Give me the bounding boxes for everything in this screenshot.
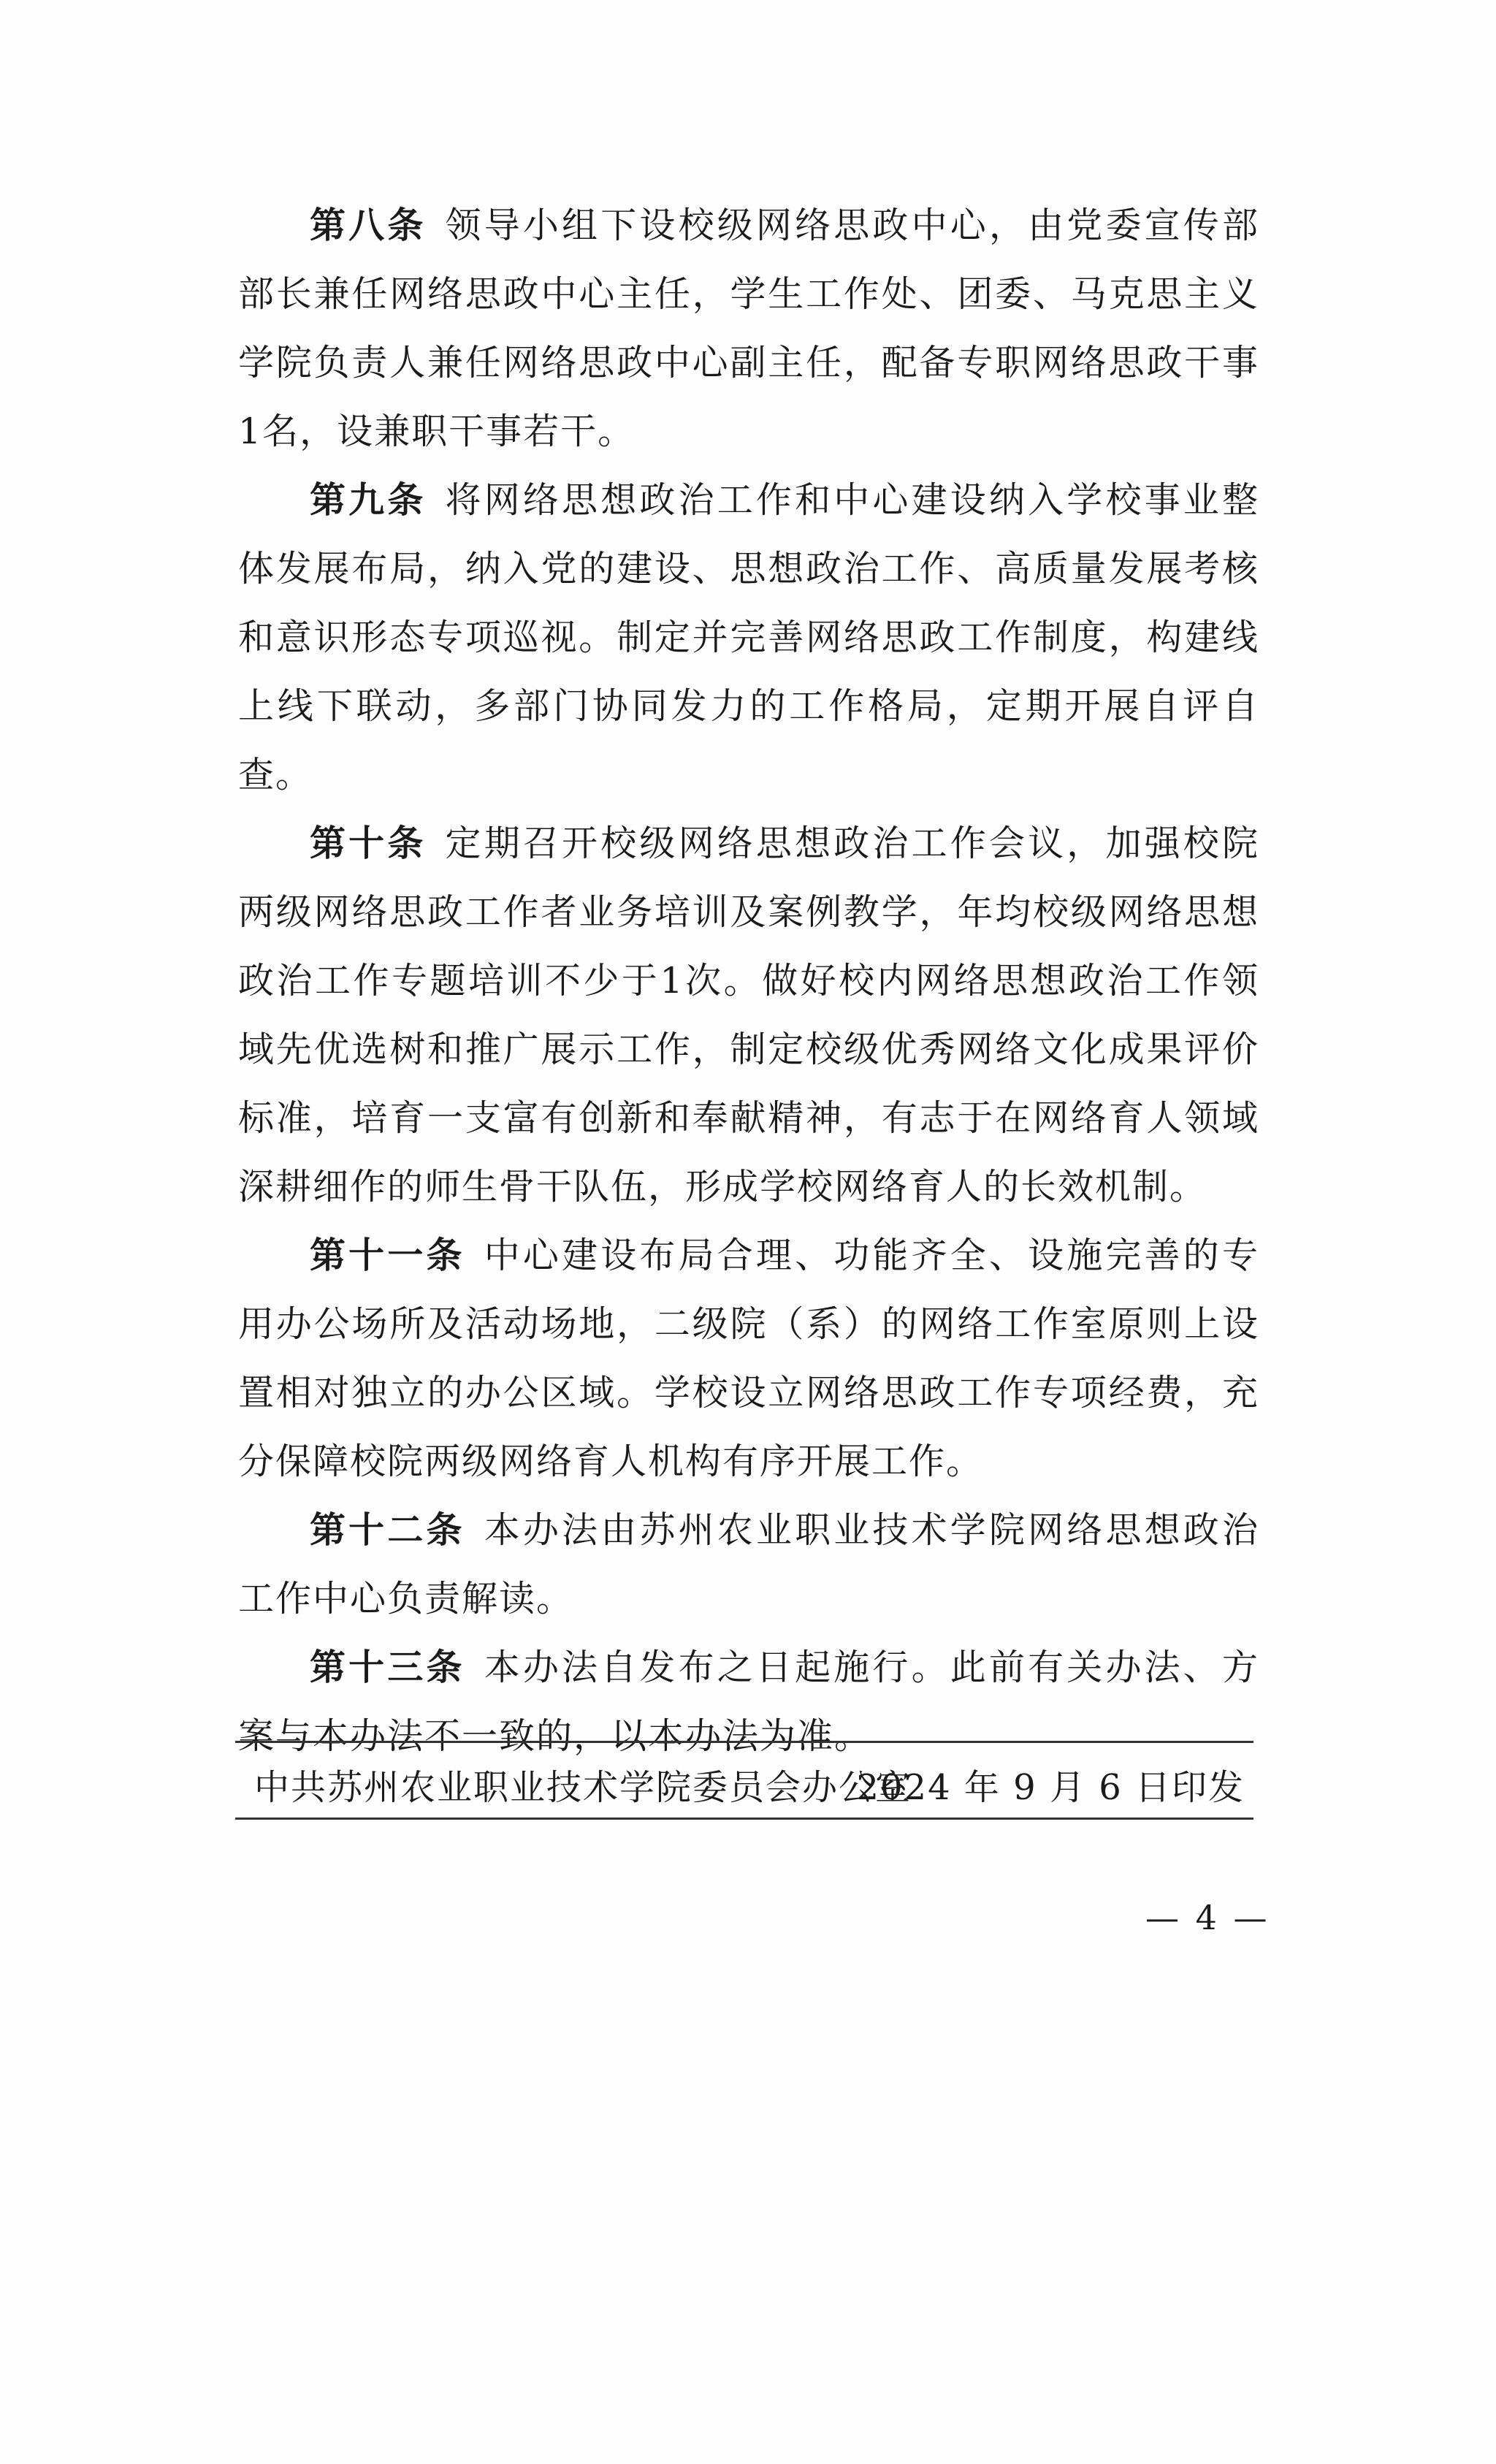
article-text: 定期召开校级网络思想政治工作会议，加强校院两级网络思政工作者业务培训及案例教学，年均校级网络思想政治工作专题培训不少于1次。做好校内网络思想政治工作领域先优选树和推广展示工作，制定校级优秀网络文化成果评价标准，培育一支富有创新和奉献精神，有志于在网络育人领域深耕细作的师生骨干队伍，形成学校网络育人的长效机制。 bbox=[238, 823, 1259, 1208]
article-text: 本办法自发布之日起施行。此前有关办法、方案与本办法不一致的，以本办法为准。 bbox=[238, 1647, 1259, 1757]
article-11 bbox=[238, 1221, 1259, 1496]
article-heading: 第十二条 bbox=[310, 1509, 465, 1551]
article-text: 中心建设布局合理、功能齐全、设施完善的专用办公场所及活动场地，二级院（系）的网络工作室原则上设置相对独立的办公区域。学校设立网络思政工作专项经费，充分保障校院两级网络育人机构有序开展工作。 bbox=[238, 1235, 1259, 1482]
article-text: 将网络思想政治工作和中心建设纳入学校事业整体发展布局，纳入党的建设、思想政治工作、高质量发展考核和意识形态专项巡视。制定并完善网络思政工作制度，构建线上线下联动，多部门协同发力的工作格局，定期开展自评自查。 bbox=[238, 479, 1259, 796]
article-8 bbox=[238, 191, 1259, 466]
footer-issuer: 中共苏州农业职业技术学院委员会办公室 bbox=[254, 1767, 912, 1808]
document-body bbox=[238, 191, 1259, 1771]
article-heading: 第十条 bbox=[310, 823, 427, 864]
article-9 bbox=[238, 466, 1259, 809]
article-10 bbox=[238, 809, 1259, 1221]
article-text: 本办法由苏州农业职业技术学院网络思想政治工作中心负责解读。 bbox=[238, 1509, 1259, 1620]
article-heading: 第十三条 bbox=[310, 1647, 465, 1688]
article-heading: 第九条 bbox=[310, 479, 427, 521]
page-number: — 4 — bbox=[1145, 1898, 1270, 1937]
article-12 bbox=[238, 1496, 1259, 1633]
article-text: 领导小组下设校级网络思政中心，由党委宣传部部长兼任网络思政中心主任，学生工作处、团委、马克思主义学院负责人兼任网络思政中心副主任，配备专职网络思政干事1名，设兼职干事若干。 bbox=[238, 205, 1259, 452]
issuance-footer bbox=[235, 1741, 1253, 1820]
article-heading: 第十一条 bbox=[310, 1235, 465, 1276]
article-heading: 第八条 bbox=[310, 205, 427, 246]
footer-date: 2024 年 9 月 6 日印发 bbox=[856, 1767, 1245, 1808]
